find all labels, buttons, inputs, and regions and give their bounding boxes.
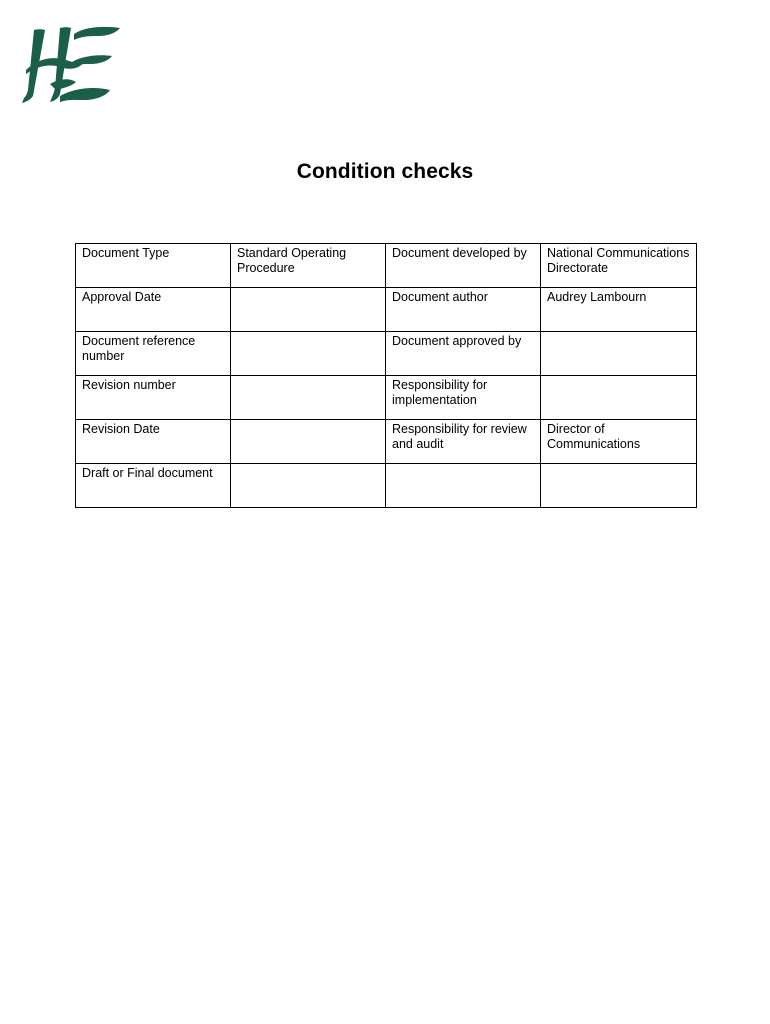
table-cell-value xyxy=(231,376,386,420)
table-cell-value: Standard Operating Procedure xyxy=(231,244,386,288)
table-cell-value: National Communications Directorate xyxy=(541,244,697,288)
table-cell-value xyxy=(541,376,697,420)
table-cell-label: Responsibility for review and audit xyxy=(386,420,541,464)
condition-checks-table xyxy=(75,243,697,508)
table-cell-label: Document Type xyxy=(76,244,231,288)
table-cell-value xyxy=(231,464,386,508)
table-row xyxy=(76,244,697,288)
table-row xyxy=(76,332,697,376)
table-cell-label: Document author xyxy=(386,288,541,332)
table-cell-label: Draft or Final document xyxy=(76,464,231,508)
table-cell-label: Revision number xyxy=(76,376,231,420)
table-cell-label: Document approved by xyxy=(386,332,541,376)
table-cell-label: Document reference number xyxy=(76,332,231,376)
table-row xyxy=(76,464,697,508)
table-cell-value xyxy=(231,420,386,464)
table-cell-value xyxy=(231,288,386,332)
table-cell-value xyxy=(541,464,697,508)
table-row xyxy=(76,376,697,420)
table-cell-value: Audrey Lambourn xyxy=(541,288,697,332)
table-cell-label: Responsibility for implementation xyxy=(386,376,541,420)
table-cell-label: Revision Date xyxy=(76,420,231,464)
table-cell-label: Document developed by xyxy=(386,244,541,288)
page-title: Condition checks xyxy=(296,160,474,183)
table-row xyxy=(76,420,697,464)
table-row xyxy=(76,288,697,332)
table-cell-label xyxy=(386,464,541,508)
table-cell-value: Director of Communications xyxy=(541,420,697,464)
table-cell-value xyxy=(541,332,697,376)
hse-logo xyxy=(20,24,128,108)
table-cell-value xyxy=(231,332,386,376)
table-cell-label: Approval Date xyxy=(76,288,231,332)
